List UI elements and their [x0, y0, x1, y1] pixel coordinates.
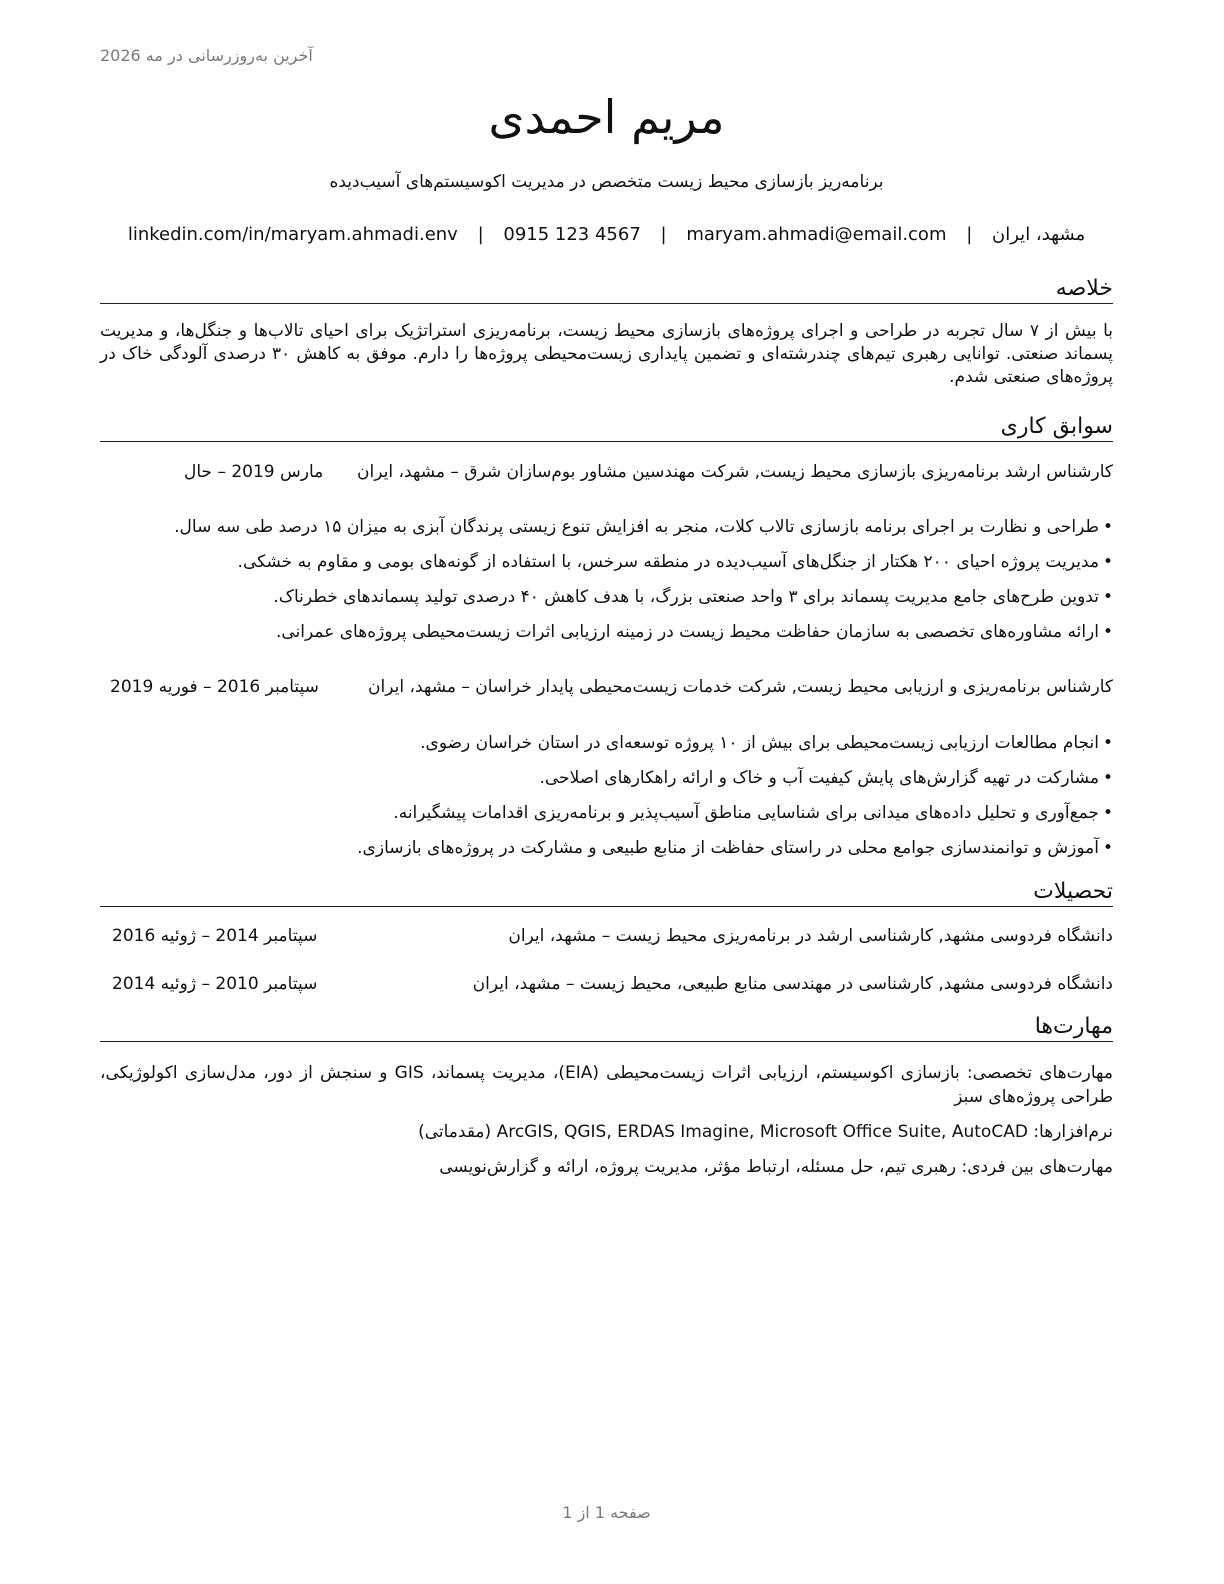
last-updated: آخرین به‌روزرسانی در مه 2026 — [100, 46, 313, 65]
education-row — [100, 926, 1113, 956]
job-title: کارشناس برنامه‌ریزی و ارزیابی محیط زیست, شرکت خدمات زیست‌محیطی پایدار خراسان – مشهد، ایران — [368, 677, 1113, 697]
summary-text: با بیش از ۷ سال تجربه در طراحی و اجرای پروژه‌های بازسازی محیط زیست، برنامه‌ریزی استراتژیک برای احیای تالاب‌ها و جنگل‌ها، و مدیریت پسماند صنعتی. توانایی رهبری تیم‌های چندرشته‌ای و تضمین پایداری زیست‌محیطی پروژه‌ها را دارم. موفق به کاهش ۳۰ درصدی آلودگی خاک در پروژه‌های صنعتی شدم. — [100, 321, 1113, 387]
list-item: • مدیریت پروژه احیای ۲۰۰ هکتار از جنگل‌های آسیب‌دیده در منطقه سرخس، با استفاده از گونه‌های بومی و مقاوم به خشکی. — [100, 548, 1113, 583]
education-dates: سپتامبر 2014 – ژوئیه 2016 — [112, 926, 318, 946]
job-dates: سپتامبر 2016 – فوریه 2019 — [110, 677, 319, 697]
section-title-summary: خلاصه — [100, 276, 1113, 304]
job-dates: مارس 2019 – حال — [184, 462, 324, 482]
contact-separator: | — [966, 224, 973, 245]
section-title-education: تحصیلات — [100, 879, 1113, 907]
list-item: • جمع‌آوری و تحلیل داده‌های میدانی برای شناسایی مناطق آسیب‌پذیر و برنامه‌ریزی اقدامات پیشگیرانه. — [100, 799, 1113, 834]
page-number: صفحه 1 از 1 — [562, 1503, 651, 1522]
contact-separator: | — [477, 224, 484, 245]
list-item: • انجام مطالعات ارزیابی زیست‌محیطی برای بیش از ۱۰ پروژه توسعه‌ای در استان خراسان رضوی. — [100, 729, 1113, 764]
list-item: • مشارکت در تهیه گزارش‌های پایش کیفیت آب و خاک و ارائه راهکارهای اصلاحی. — [100, 764, 1113, 799]
education-degree: دانشگاه فردوسی مشهد, کارشناسی در مهندسی منابع طبیعی، محیط زیست – مشهد، ایران — [472, 974, 1113, 994]
job-bullets — [100, 729, 1113, 869]
job-title: کارشناس ارشد برنامه‌ریزی بازسازی محیط زیست, شرکت مهندسین مشاور بوم‌سازان شرق – مشهد، ایران — [357, 462, 1113, 482]
candidate-name: مریم احمدی — [488, 90, 725, 144]
job-heading — [100, 460, 1113, 484]
resume-page — [100, 0, 1113, 1584]
list-item: • طراحی و نظارت بر اجرای برنامه بازسازی تالاب کلات، منجر به افزایش تنوع زیستی پرندگان آبزی به میزان ۱۵ درصد طی سه سال. — [100, 513, 1113, 548]
job-bullets — [100, 513, 1113, 653]
tagline: برنامه‌ریز بازسازی محیط زیست متخصص در مدیریت اکوسیستم‌های آسیب‌دیده — [329, 172, 884, 192]
list-item: • ارائه مشاوره‌های تخصصی به سازمان حفاظت محیط زیست در زمینه ارزیابی اثرات زیست‌محیطی پروژه‌های عمرانی. — [100, 618, 1113, 653]
section-title-experience: سوابق کاری — [100, 414, 1113, 442]
education-row — [100, 974, 1113, 1004]
contact-linkedin[interactable]: linkedin.com/in/maryam.ahmadi.env — [127, 224, 458, 245]
contact-line — [100, 224, 1113, 245]
contact-email[interactable]: maryam.ahmadi@email.com — [686, 224, 947, 245]
list-item: • آموزش و توانمندسازی جوامع محلی در راستای حفاظت از منابع طبیعی و مشارکت در پروژه‌های بازسازی. — [100, 834, 1113, 869]
contact-location: مشهد، ایران — [992, 224, 1086, 245]
contact-phone[interactable]: 0915 123 4567 — [503, 224, 641, 245]
skills-interpersonal: مهارت‌های بین فردی: رهبری تیم، حل مسئله، ارتباط مؤثر، مدیریت پروژه، ارائه و گزارش‌نویسی — [439, 1157, 1113, 1177]
job-heading — [100, 675, 1113, 699]
skills-software: نرم‌افزارها: ArcGIS, QGIS, ERDAS Imagine, Microsoft Office Suite, AutoCAD (مقدماتی) — [418, 1122, 1113, 1142]
education-dates: سپتامبر 2010 – ژوئیه 2014 — [112, 974, 318, 994]
contact-separator: | — [660, 224, 667, 245]
education-degree: دانشگاه فردوسی مشهد, کارشناسی ارشد در برنامه‌ریزی محیط زیست – مشهد، ایران — [508, 926, 1113, 946]
skills-technical: مهارت‌های تخصصی: بازسازی اکوسیستم، ارزیابی اثرات زیست‌محیطی (EIA)، مدیریت پسماند، GIS و سنجش از دور، مدل‌سازی اکولوژیکی، طراحی پروژه‌های سبز — [100, 1063, 1113, 1107]
section-title-skills: مهارت‌ها — [100, 1014, 1113, 1042]
list-item: • تدوین طرح‌های جامع مدیریت پسماند برای ۳ واحد صنعتی بزرگ، با هدف کاهش ۴۰ درصدی تولید پسماندهای خطرناک. — [100, 583, 1113, 618]
